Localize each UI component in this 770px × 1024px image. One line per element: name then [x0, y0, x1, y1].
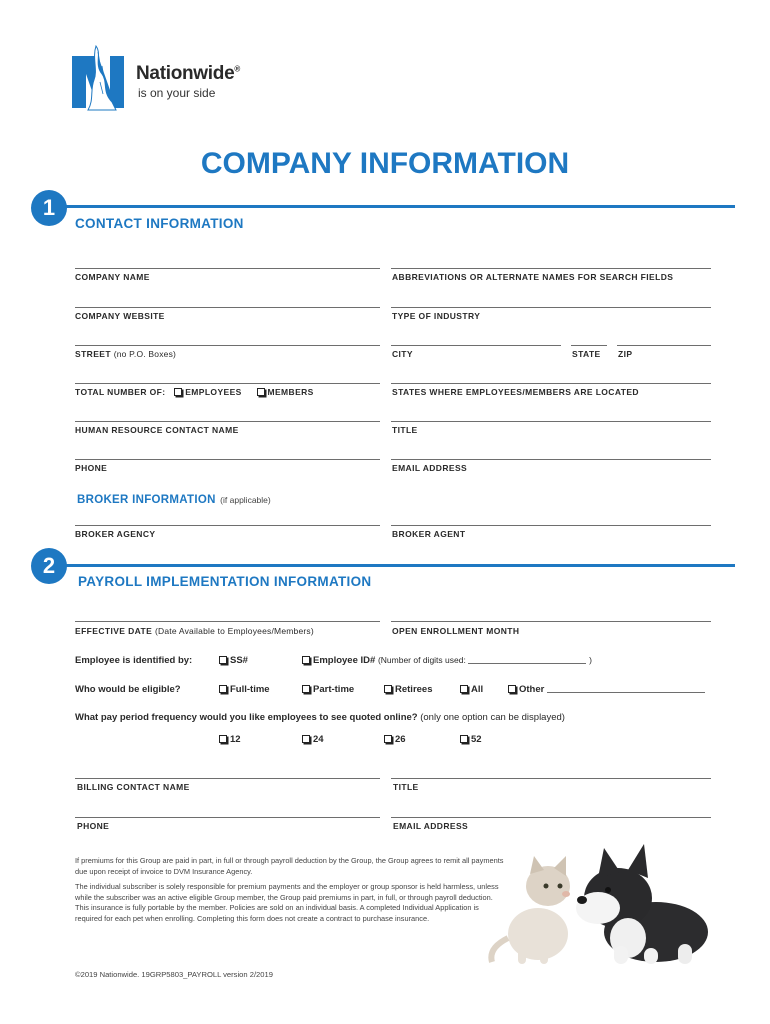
retirees-checkbox[interactable] — [384, 685, 392, 693]
phone-field[interactable] — [75, 459, 380, 460]
street-label: STREET (no P.O. Boxes) — [75, 349, 177, 359]
pay-52-checkbox[interactable] — [460, 735, 468, 743]
street-field[interactable] — [75, 345, 380, 346]
eligible-retirees[interactable]: Retirees — [384, 684, 433, 695]
hr-contact-label: HUMAN RESOURCE CONTACT NAME — [75, 425, 239, 435]
zip-field[interactable] — [617, 345, 711, 346]
parttime-checkbox[interactable] — [302, 685, 310, 693]
open-enrollment-field[interactable] — [391, 621, 711, 622]
total-number-label: TOTAL NUMBER OF: EMPLOYEES MEMBERS — [75, 387, 314, 397]
hr-contact-field[interactable] — [75, 421, 380, 422]
state-field[interactable] — [571, 345, 607, 346]
eligible-other[interactable]: Other — [508, 684, 705, 695]
billing-email-field[interactable] — [391, 817, 711, 818]
employee-id-option[interactable]: Employee ID# (Number of digits used: ) — [302, 655, 592, 666]
section-1-rule — [64, 205, 735, 208]
eligible-all[interactable]: All — [460, 684, 483, 695]
effective-date-field[interactable] — [75, 621, 380, 622]
digits-used-field[interactable] — [468, 663, 586, 664]
pay-12-checkbox[interactable] — [219, 735, 227, 743]
effective-date-label: EFFECTIVE DATE (Date Available to Employees/Members) — [75, 626, 314, 636]
page-title: COMPANY INFORMATION — [200, 147, 570, 180]
broker-heading: BROKER INFORMATION (if applicable) — [77, 494, 271, 506]
open-enrollment-label: OPEN ENROLLMENT MONTH — [392, 626, 520, 636]
abbreviations-field[interactable] — [391, 268, 711, 269]
total-number-field[interactable] — [75, 383, 380, 384]
email-field[interactable] — [391, 459, 711, 460]
section-2-rule — [64, 564, 735, 567]
kitten-and-puppy-photo — [478, 838, 723, 966]
pay-26-checkbox[interactable] — [384, 735, 392, 743]
states-where-label: STATES WHERE EMPLOYEES/MEMBERS ARE LOCATED — [392, 387, 639, 397]
billing-title-label: TITLE — [393, 782, 419, 792]
nationwide-eagle-logo — [72, 44, 126, 114]
pay-period-24[interactable]: 24 — [302, 734, 324, 745]
fulltime-checkbox[interactable] — [219, 685, 227, 693]
billing-title-field[interactable] — [391, 778, 711, 779]
broker-agency-field[interactable] — [75, 525, 380, 526]
section-2-number: 2 — [31, 548, 67, 584]
broker-agent-field[interactable] — [391, 525, 711, 526]
state-label: STATE — [572, 349, 601, 359]
email-label: EMAIL ADDRESS — [392, 463, 468, 473]
brand-name: Nationwide® — [136, 63, 240, 84]
billing-phone-label: PHONE — [77, 821, 110, 831]
disclaimer-paragraph-1: If premiums for this Group are paid in part, in full or through payroll deduction by the Group, the Group agrees to remit all payments due upon receipt of invoice to DVM Insurance Agency. — [75, 856, 504, 876]
hr-title-field[interactable] — [391, 421, 711, 422]
company-name-label: COMPANY NAME — [75, 272, 150, 282]
all-checkbox[interactable] — [460, 685, 468, 693]
footer-copyright: ©2019 Nationwide. 19GRP5803_PAYROLL version 2/2019 — [75, 970, 273, 979]
members-checkbox[interactable] — [257, 388, 265, 396]
type-of-industry-label: TYPE OF INDUSTRY — [392, 311, 481, 321]
company-website-label: COMPANY WEBSITE — [75, 311, 165, 321]
other-field[interactable] — [547, 692, 705, 693]
broker-agent-label: BROKER AGENT — [392, 529, 466, 539]
type-of-industry-field[interactable] — [391, 307, 711, 308]
employees-checkbox[interactable] — [174, 388, 182, 396]
broker-agency-label: BROKER AGENCY — [75, 529, 156, 539]
pay-period-26[interactable]: 26 — [384, 734, 406, 745]
pay-24-checkbox[interactable] — [302, 735, 310, 743]
states-where-field[interactable] — [391, 383, 711, 384]
eligible-parttime[interactable]: Part-time — [302, 684, 354, 695]
abbreviations-label: ABBREVIATIONS OR ALTERNATE NAMES FOR SEARCH FIELDS — [392, 272, 674, 282]
employee-id-checkbox[interactable] — [302, 656, 310, 664]
pay-period-52[interactable]: 52 — [460, 734, 482, 745]
city-field[interactable] — [391, 345, 561, 346]
ssn-option[interactable]: SS# — [219, 655, 248, 666]
brand-tagline: is on your side — [138, 86, 216, 100]
phone-label: PHONE — [75, 463, 108, 473]
pay-period-12[interactable]: 12 — [219, 734, 241, 745]
city-label: CITY — [392, 349, 413, 359]
company-name-field[interactable] — [75, 268, 380, 269]
section-1-number: 1 — [31, 190, 67, 226]
section-2-title: PAYROLL IMPLEMENTATION INFORMATION — [78, 574, 372, 589]
section-1-title: CONTACT INFORMATION — [75, 216, 244, 231]
company-website-field[interactable] — [75, 307, 380, 308]
pay-period-question: What pay period frequency would you like employees to see quoted online? (only one option can be displayed) — [75, 712, 565, 723]
billing-contact-field[interactable] — [75, 778, 380, 779]
eligible-label: Who would be eligible? — [75, 684, 181, 695]
hr-title-label: TITLE — [392, 425, 418, 435]
identified-by-label: Employee is identified by: — [75, 655, 193, 666]
billing-email-label: EMAIL ADDRESS — [393, 821, 469, 831]
zip-label: ZIP — [618, 349, 633, 359]
other-checkbox[interactable] — [508, 685, 516, 693]
eligible-fulltime[interactable]: Full-time — [219, 684, 270, 695]
disclaimer-paragraph-2: The individual subscriber is solely responsible for premium payments and the employer or group sponsor is held harmless, unless while the subscriber was an active eligible Group member, the Group paid premiums in part, in full, or through payroll deduction. This insurance is fully portable by the member. Policies are sold on an individual basis. A completed Individual Application is required for each pet when enrolling. Completing this form does not create a contract to purchase insurance. — [75, 882, 499, 923]
billing-contact-label: BILLING CONTACT NAME — [77, 782, 190, 792]
ssn-checkbox[interactable] — [219, 656, 227, 664]
billing-phone-field[interactable] — [75, 817, 380, 818]
